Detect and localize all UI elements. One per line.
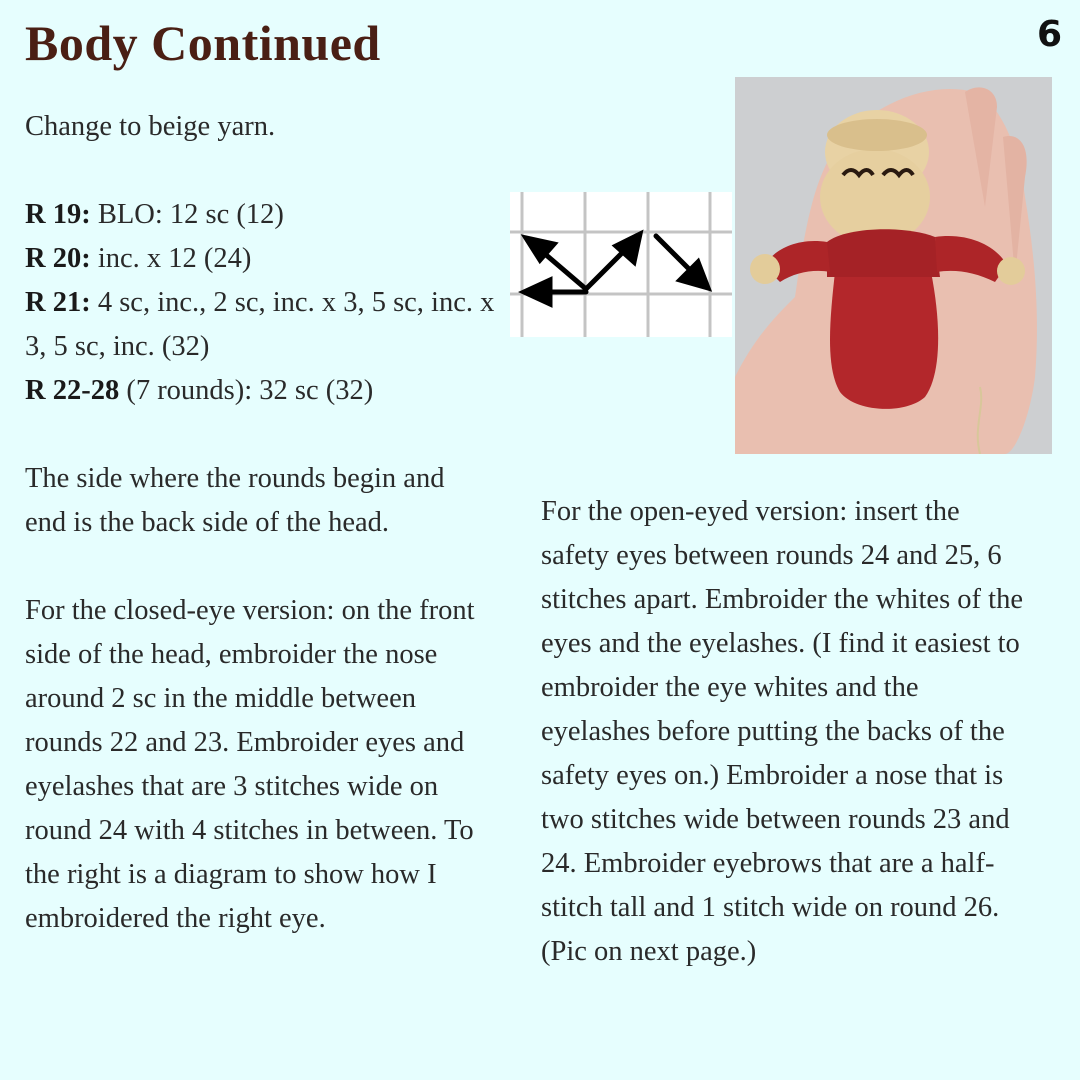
stitch-grid-icon — [510, 192, 732, 337]
right-column — [541, 490, 1041, 974]
round-label: R 22-28 — [25, 375, 120, 406]
round-20 — [25, 237, 500, 281]
round-text: 4 sc, inc., 2 sc, inc. x 3, 5 sc, inc. x 3, 5 sc, inc. (32) — [25, 287, 495, 362]
round-label: R 19: — [25, 199, 91, 230]
doll-photo — [735, 77, 1052, 454]
page-number: 6 — [1036, 14, 1062, 55]
back-side-note: The side where the rounds begin and end is the back side of the head. — [25, 463, 445, 538]
round-text: BLO: 12 sc (12) — [90, 199, 284, 230]
round-label: R 21: — [25, 287, 91, 318]
crochet-doll-in-hand-image — [735, 77, 1052, 454]
round-label: R 20: — [25, 243, 91, 274]
round-21 — [25, 281, 500, 369]
page-title: Body Continued — [25, 15, 381, 71]
closed-eye-instructions: For the closed-eye version: on the front side of the head, embroider the nose around 2 sc in the middle between rounds 22 and 23. Embroider eyes and eyelashes that are 3 stitches wide on round 24 with 4 stitches in between. To the right is a diagram to show how I embroidered the right eye. — [25, 595, 475, 934]
eye-embroidery-diagram — [510, 192, 732, 337]
round-text: (7 rounds): 32 sc (32) — [119, 375, 374, 406]
intro-text: Change to beige yarn. — [25, 111, 276, 142]
round-text: inc. x 12 (24) — [90, 243, 252, 274]
open-eye-instructions: For the open-eyed version: insert the safety eyes between rounds 24 and 25, 6 stitches apart. Embroider the whites of the eyes and the eyelashes. (I find it easiest to embroider the eye whites and the eyelashes before putting the backs of the safety eyes on.) Embroider a nose that is two stitches wide between rounds 23 and 24. Embroider eyebrows that are a half-stitch tall and 1 stitch wide on round 26. (Pic on next page.) — [541, 496, 1023, 967]
round-19 — [25, 193, 500, 237]
round-22-28 — [25, 369, 500, 413]
left-column — [25, 105, 500, 941]
